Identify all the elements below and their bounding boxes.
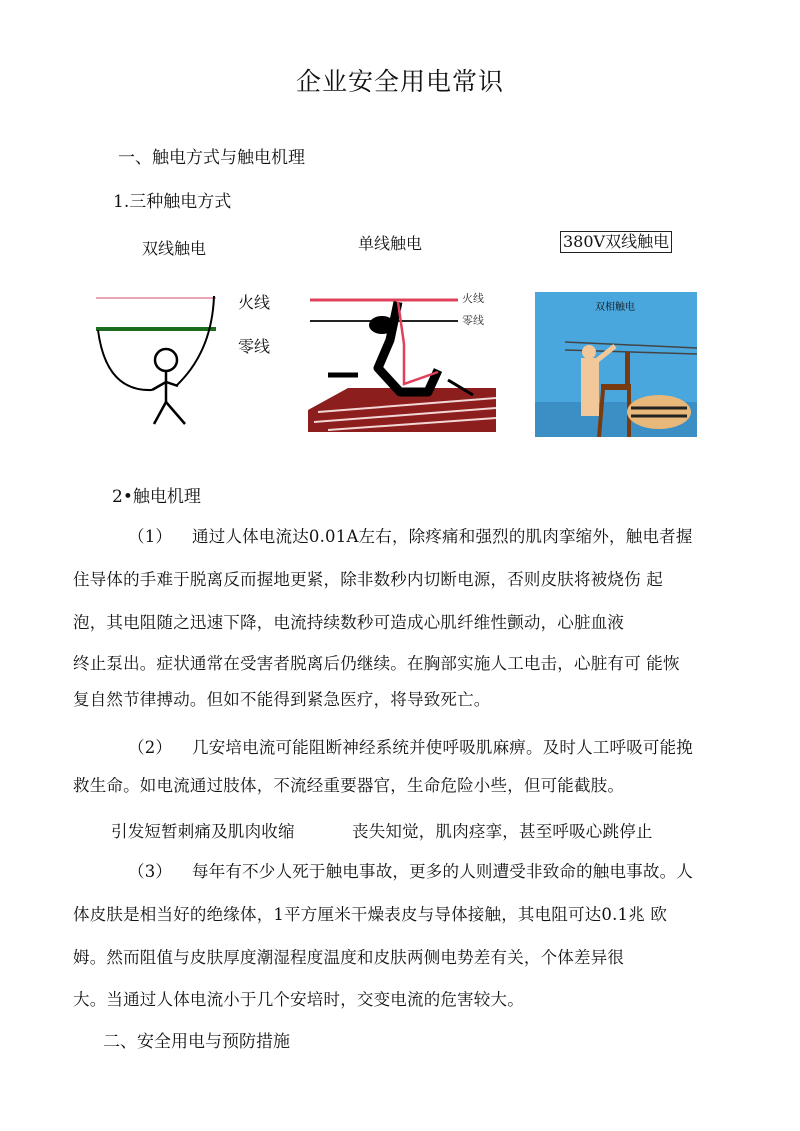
- caption-two-wire: 双线触电: [142, 239, 207, 258]
- para1-line-4: 终止泵出。症状通常在受害者脱离后仍继续。在胸部实施人工电击，心脏有可 能恢: [73, 654, 680, 673]
- subheading-contact-modes: 1.三种触电方式: [113, 192, 232, 212]
- para1-line-5: 复自然节律搏动。但如不能得到紧急医疗，将导致死亡。: [73, 690, 491, 709]
- caption-single-wire: 单线触电: [358, 234, 423, 253]
- caption-380v: 380V双线触电: [560, 231, 672, 253]
- para3-line-1: 每年有不少人死于触电事故，更多的人则遭受非致命的触电事故。人: [192, 862, 693, 881]
- note-right: 丧失知觉，肌肉痉挛，甚至呼吸心跳停止: [352, 822, 653, 841]
- section-heading-1: 一、触电方式与触电机理: [118, 148, 305, 168]
- label-live-wire: 火线: [238, 293, 271, 312]
- right-arm-wire: [176, 296, 214, 386]
- para2-number: （2）: [128, 738, 173, 757]
- label-two-phase: 双相触电: [595, 302, 635, 313]
- head-icon: [155, 349, 177, 371]
- para3-line-4: 大。当通过人体电流小于几个安培时，交变电流的危害较大。: [73, 990, 524, 1009]
- section-heading-2: 二、安全用电与预防措施: [103, 1032, 290, 1052]
- two-phase-shock-figure: [535, 292, 697, 437]
- para3-line-3: 姆。然而阻值与皮肤厚度潮湿程度温度和皮肤两侧电势差有关，个体差异很: [73, 948, 625, 967]
- para1-number: （1）: [128, 527, 173, 546]
- para1-line-2: 住导体的手难于脱离反而握地更紧，除非数秒内切断电源，否则皮肤将被烧伤 起: [73, 570, 663, 589]
- note-left: 引发短暂刺痛及肌肉收缩: [111, 822, 295, 841]
- para2-line-1: 几安培电流可能阻断神经系统并使呼吸肌麻痹。及时人工呼吸可能挽: [192, 738, 693, 757]
- label-live-wire-small: 火线: [462, 292, 484, 305]
- label-neutral-wire: 零线: [238, 337, 271, 356]
- para1-line-3: 泡，其电阻随之迅速下降，电流持续数秒可造成心肌纤维性颤动，心脏血液: [73, 613, 625, 632]
- para3-number: （3）: [128, 862, 173, 881]
- para3-line-2: 体皮肤是相当好的绝缘体，1平方厘米干燥表皮与导体接触，其电阻可达0.1兆 欧: [73, 905, 668, 924]
- head-icon: [582, 345, 596, 359]
- left-arm-wire: [98, 330, 152, 390]
- single-wire-shock-figure: [308, 280, 496, 432]
- para2-line-2: 救生命。如电流通过肢体，不流经重要器官，生命危险小些，但可能截肢。: [73, 776, 625, 795]
- label-neutral-wire-small: 零线: [462, 314, 484, 327]
- page-title: 企业安全用电常识: [295, 67, 504, 96]
- insulation-disk: [627, 395, 691, 429]
- para1-line-1: 通过人体电流达0.01A左右，除疼痛和强烈的肌肉挛缩外，触电者握: [192, 527, 693, 546]
- head-icon: [369, 316, 395, 334]
- subheading-mechanism: 2•触电机理: [112, 487, 201, 507]
